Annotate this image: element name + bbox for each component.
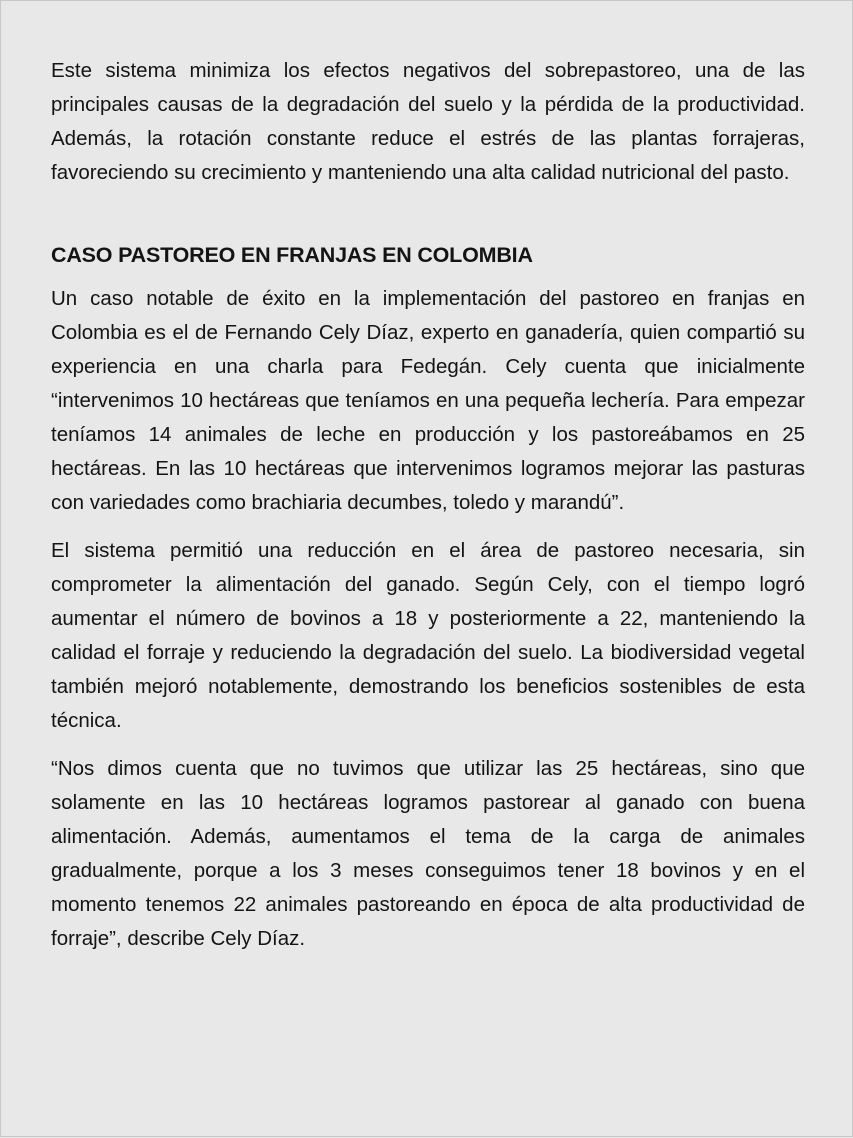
case-paragraph: Un caso notable de éxito en la implementación del pastoreo en franjas en Colombia es el de Fernando Cely Díaz, experto en ganadería, quien compartió su experiencia en una charla para Fedegán. Cely cuenta que inicialmente “intervenimos 10 hectáreas que teníamos en una pequeña lechería. Para empezar teníamos 14 animales de leche en producción y los pastoreábamos en 25 hectáreas. En las 10 hectáreas que intervenimos logramos mejorar las pasturas con variedades como brachiaria decumbes, toledo y marandú”. xyxy=(51,287,805,514)
quote-paragraph: “Nos dimos cuenta que no tuvimos que utilizar las 25 hectáreas, sino que solamente en las 10 hectáreas logramos pastorear al ganado con buena alimentación. Además, aumentamos el tema de la carga de animales gradualmente, porque a los 3 meses conseguimos tener 18 bovinos y en el momento tenemos 22 animales pastoreando en época de alta productividad de forraje”, describe Cely Díaz. xyxy=(51,757,805,950)
document-page xyxy=(1,1,853,1138)
section-heading: CASO PASTOREO EN FRANJAS EN COLOMBIA xyxy=(51,243,533,267)
results-paragraph: El sistema permitió una reducción en el área de pastoreo necesaria, sin comprometer la alimentación del ganado. Según Cely, con el tiempo logró aumentar el número de bovinos a 18 y posteriormente a 22, manteniendo la calidad el forraje y reduciendo la degradación del suelo. La biodiversidad vegetal también mejoró notablemente, demostrando los beneficios sostenibles de esta técnica. xyxy=(51,539,805,732)
intro-paragraph: Este sistema minimiza los efectos negativos del sobrepastoreo, una de las principales causas de la degradación del suelo y la pérdida de la productividad. Además, la rotación constante reduce el estrés de las plantas forrajeras, favoreciendo su crecimiento y manteniendo una alta calidad nutricional del pasto. xyxy=(51,59,805,184)
